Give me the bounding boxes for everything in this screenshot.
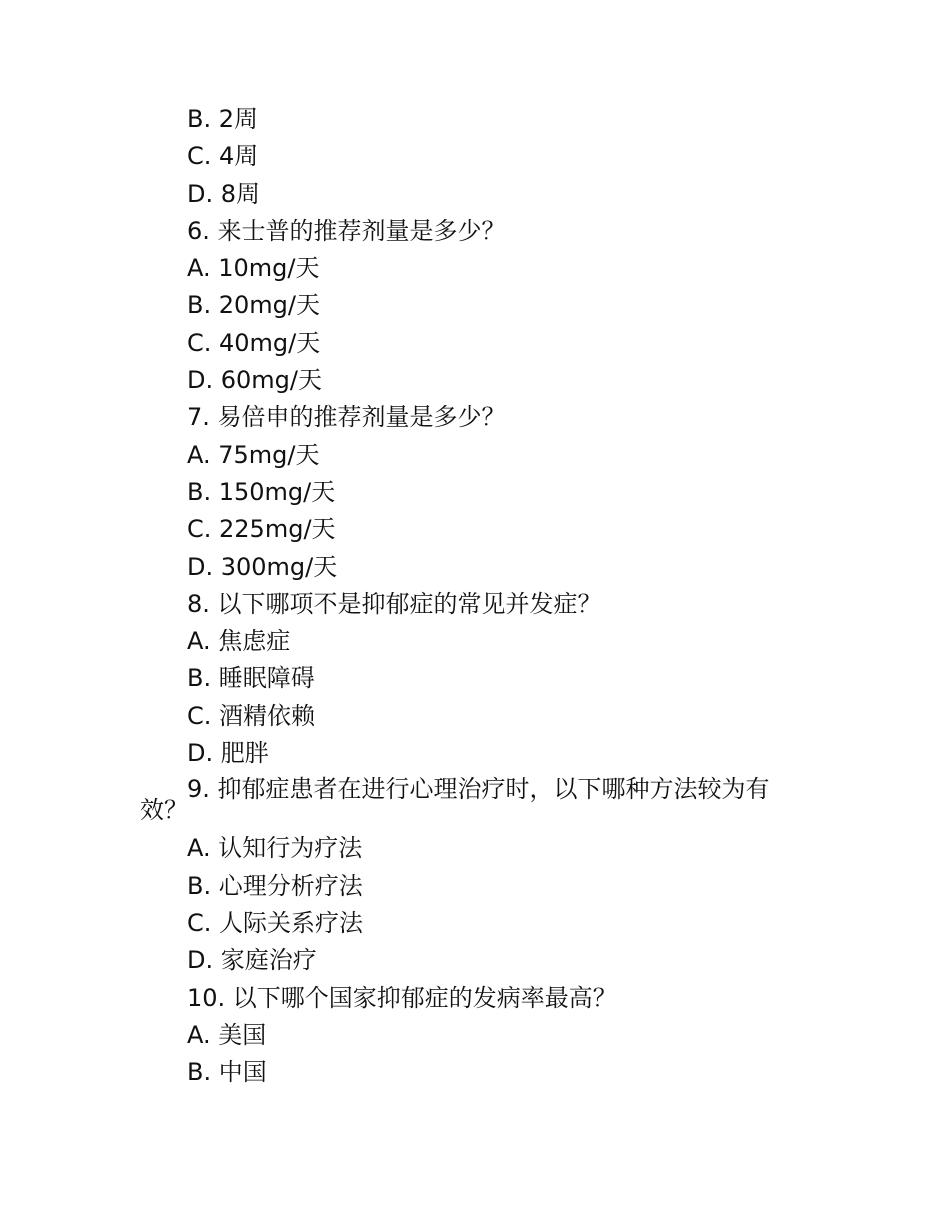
option-9a: A. 认知行为疗法: [187, 834, 363, 863]
option-8a: A. 焦虑症: [187, 627, 291, 656]
option-8c: C. 酒精依赖: [187, 701, 316, 730]
question-9: 9. 抑郁症患者在进行心理治疗时，以下哪种方法较为有效？: [140, 775, 770, 825]
question-7: 7. 易倍申的推荐剂量是多少？: [187, 403, 506, 432]
question-8: 8. 以下哪项不是抑郁症的常见并发症？: [187, 589, 602, 618]
option-8d: D. 肥胖: [187, 739, 269, 768]
option-9c: C. 人际关系疗法: [187, 908, 364, 937]
option-7a: A. 75mg/天: [187, 440, 320, 469]
option-7c: C. 225mg/天: [187, 515, 336, 544]
question-6: 6. 来士普的推荐剂量是多少？: [187, 216, 506, 245]
option-8b: B. 睡眠障碍: [187, 664, 315, 693]
option-9d: D. 家庭治疗: [187, 946, 317, 975]
option-5c: C. 4周: [187, 142, 259, 171]
option-6b: B. 20mg/天: [187, 291, 320, 320]
option-10b: B. 中国: [187, 1058, 267, 1087]
option-10a: A. 美国: [187, 1020, 267, 1049]
option-6d: D. 60mg/天: [187, 366, 322, 395]
option-7d: D. 300mg/天: [187, 552, 338, 581]
question-10: 10. 以下哪个国家抑郁症的发病率最高？: [187, 983, 617, 1012]
question-list: [140, 101, 800, 1091]
option-7b: B. 150mg/天: [187, 477, 336, 506]
option-6c: C. 40mg/天: [187, 328, 321, 357]
option-5d: D. 8周: [187, 179, 261, 208]
option-5b: B. 2周: [187, 105, 258, 133]
option-6a: A. 10mg/天: [187, 254, 320, 283]
option-9b: B. 心理分析疗法: [187, 871, 363, 900]
